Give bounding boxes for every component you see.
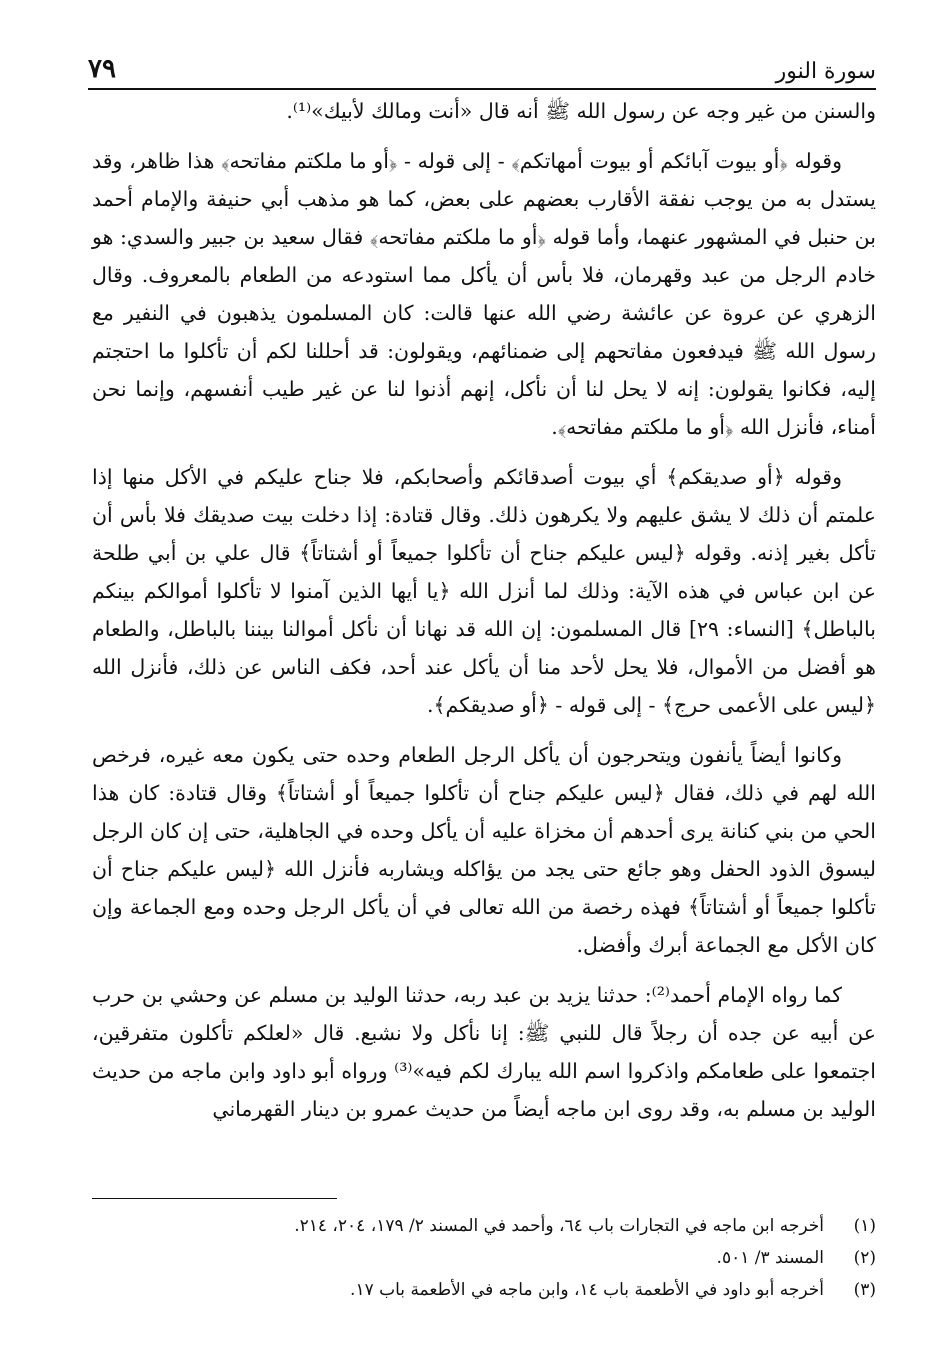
footnote-text: أخرجه أبو داود في الأطعمة باب ١٤، وابن ماجه في الأطعمة باب ١٧. — [350, 1280, 824, 1300]
paragraph: والسنن من غير وجه عن رسول الله ﷺ أنه قال «أنت ومالك لأبيك»⁽¹⁾. — [286, 99, 876, 123]
footnote-item — [92, 1274, 876, 1306]
paragraph: كما رواه الإمام أحمد⁽²⁾: حدثنا يزيد بن عبد ربه، حدثنا الوليد بن مسلم عن وحشي بن حرب عن أبيه عن جده أن رجلاً قال للنبي ﷺ: إنا نأكل ولا نشبع. قال «لعلكم تأكلون متفرقين، اجتمعوا على طعامكم واذكروا اسم الله يبارك لكم فيه»⁽³⁾ ورواه أبو داود وابن ماجه من حديث الوليد بن مسلم به، وقد روى ابن ماجه أيضاً من حديث عمرو بن دينار القهرماني — [92, 983, 876, 1121]
page-number: ٧٩ — [88, 54, 116, 84]
page-header — [88, 50, 876, 90]
footnote-item — [92, 1210, 876, 1242]
footnote-text: أخرجه ابن ماجه في التجارات باب ٦٤، وأحمد في المسند ٢/ ١٧٩، ٢٠٤، ٢١٤. — [294, 1216, 824, 1236]
footnotes — [92, 1210, 876, 1306]
footnote-item — [92, 1242, 876, 1274]
paragraph: وكانوا أيضاً يأنفون ويتحرجون أن يأكل الرجل الطعام وحده حتى يكون معه غيره، فرخص الله لهم في ذلك، فقال ﴿ليس عليكم جناح أن تأكلوا جميعاً أو أشتاتاً﴾ وقال قتادة: كان هذا الحي من بني كنانة يرى أحدهم أن مخزاة عليه أن يأكل وحده في الجاهلية، حتى إن كان الرجل ليسوق الذود الحفل وهو جائع حتى يجد من يؤاكله ويشاربه فأنزل الله ﴿ليس عليكم جناح أن تأكلوا جميعاً أو أشتاتاً﴾ فهذه رخصة من الله تعالى في أن يأكل الرجل وحده ومع الجماعة وإن كان الأكل مع الجماعة أبرك وأفضل. — [91, 743, 876, 957]
footnote-text: المسند ٣/ ٥٠١. — [716, 1248, 824, 1268]
footnote-divider — [92, 1198, 337, 1199]
paragraph: وقوله ﴿أو صديقكم﴾ أي بيوت أصدقائكم وأصحابكم، فلا جناح عليكم في الأكل منها إذا علمتم أن ذلك لا يشق عليهم ولا يكرهون ذلك. وقال قتادة: إذا دخلت بيت صديقك فلا بأس أن تأكل بغير إذنه. وقوله ﴿ليس عليكم جناح أن تأكلوا جميعاً أو أشتاتاً﴾ قال علي بن أبي طلحة عن ابن عباس في هذه الآية: وذلك لما أنزل الله ﴿يا أيها الذين آمنوا لا تأكلوا أموالكم بينكم بالباطل﴾ [النساء: ٢٩] قال المسلمون: إن الله قد نهانا أن نأكل أموالنا بيننا بالباطل، والطعام هو أفضل من الأموال، فلا يحل لأحد منا أن يأكل عند أحد، فكف الناس عن ذلك، فأنزل الله ﴿ليس على الأعمى حرج﴾ - إلى قوله - ﴿أو صديقكم﴾. — [92, 465, 876, 717]
footnote-number: (١) — [853, 1216, 876, 1236]
main-text — [92, 92, 876, 1140]
paragraph: وقوله ﴿أو بيوت آبائكم أو بيوت أمهاتكم﴾ - إلى قوله - ﴿أو ما ملكتم مفاتحه﴾ هذا ظاهر، وقد يستدل به من يوجب نفقة الأقارب بعضهم على بعض، كما هو مذهب أبي حنيفة والإمام أحمد بن حنبل في المشهور عنهما، وأما قوله ﴿أو ما ملكتم مفاتحه﴾ فقال سعيد بن جبير والسدي: هو خادم الرجل من عبد وقهرمان، فلا بأس أن يأكل مما استودعه من الطعام بالمعروف. وقال الزهري عن عروة عن عائشة رضي الله عنها قالت: كان المسلمون يذهبون في النفير مع رسول الله ﷺ فيدفعون مفاتحهم إلى ضمنائهم، ويقولون: قد أحللنا لكم أن تأكلوا ما احتجتم إليه، فكانوا يقولون: إنه لا يحل لنا أن نأكل، إنهم أذنوا لنا عن غير طيب أنفسهم، وإنما نحن أمناء، فأنزل الله ﴿أو ما ملكتم مفاتحه﴾. — [92, 149, 876, 439]
footnote-number: (٢) — [853, 1248, 876, 1268]
footnote-number: (٣) — [853, 1280, 876, 1300]
surah-title: سورة النور — [775, 59, 876, 84]
